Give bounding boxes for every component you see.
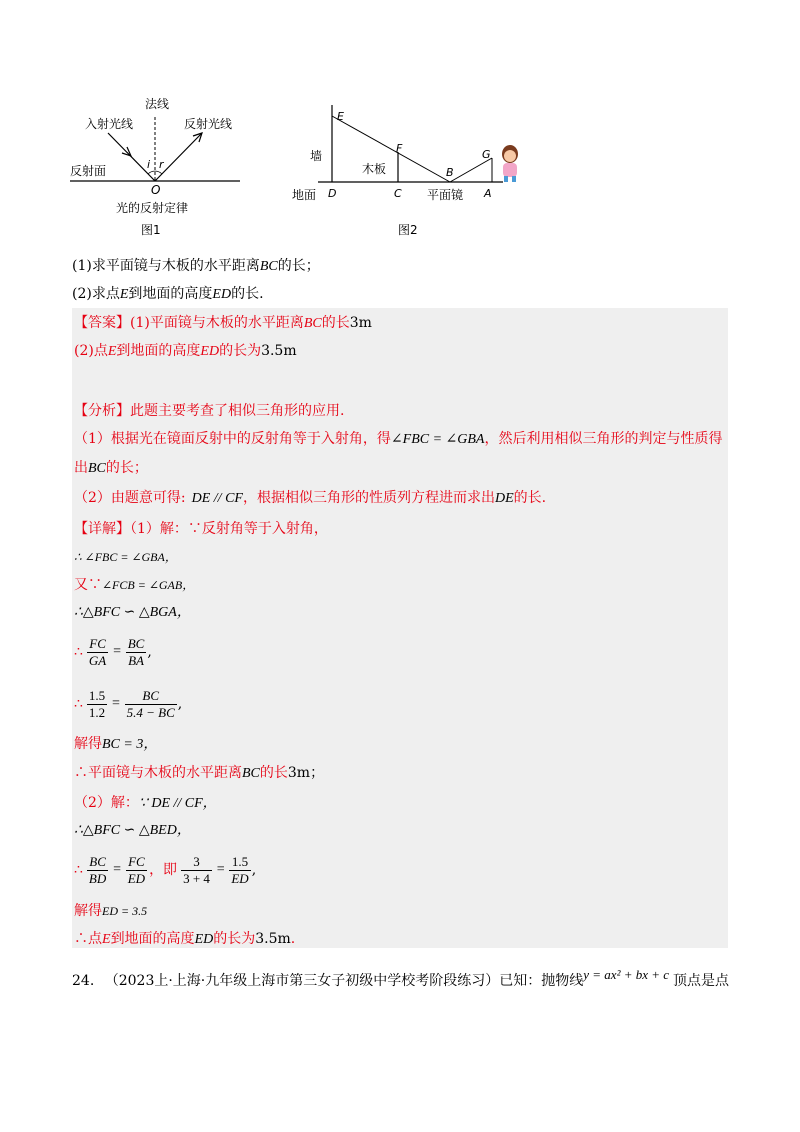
question-2-text: (2)求点 — [72, 286, 120, 302]
label-point-f: F — [396, 142, 403, 155]
detail-step-13-var-ed: ED — [194, 932, 214, 947]
fraction-numerator: BC — [127, 635, 145, 651]
fraction-denominator: 1.2 — [88, 704, 106, 720]
fraction-1-5-over-ed — [229, 855, 250, 886]
answer-line-1 — [74, 314, 372, 333]
analysis-1-cont-text: 出 — [74, 460, 88, 476]
answer-1-value: 3m — [349, 315, 372, 331]
question-number: 24. — [72, 973, 95, 989]
answer-1-text: (1)平面镜与木板的水平距离 — [130, 315, 304, 331]
fraction-denominator: 5.4 − BC — [126, 704, 175, 720]
label-mirror: 平面镜 — [427, 188, 464, 202]
equals-sign: = — [112, 862, 122, 877]
fraction-denominator: BA — [128, 652, 144, 668]
analysis-intro-text: 此题主要考查了相似三角形的应用. — [130, 403, 345, 419]
equals-sign: = — [215, 862, 226, 877]
fraction-numerator: FC — [126, 855, 147, 871]
question-2 — [72, 285, 264, 304]
answer-1-var: BC — [303, 316, 322, 331]
therefore-symbol: ∴ — [74, 862, 83, 878]
question-24-header — [72, 967, 730, 990]
detail-line-8 — [74, 764, 324, 783]
detail-step-8-var: BC — [242, 766, 260, 781]
analysis-1-equation: ∠FBC = ∠GBA — [390, 432, 485, 447]
analysis-point-2 — [74, 489, 546, 508]
question-1-text: (1)求平面镜与木板的水平距离 — [72, 258, 260, 274]
detail-tag: 【详解】 — [74, 521, 130, 537]
detail-step-13-var-e: E — [102, 932, 111, 947]
fraction-denominator: 3 + 4 — [183, 870, 210, 886]
label-ground: 地面 — [292, 188, 317, 202]
detail-step-11-mid: ，即 — [149, 862, 178, 878]
analysis-tag: 【分析】 — [74, 403, 130, 419]
figure-2-caption: 图2 — [398, 223, 418, 237]
detail-step-13-text: ∴点 — [74, 931, 102, 947]
label-point-b: B — [446, 166, 454, 179]
answer-2-mid: 到地面的高度 — [116, 343, 201, 359]
detail-line-13 — [74, 930, 295, 949]
detail-step-1: （1）解：∵反射角等于入射角， — [130, 521, 328, 537]
answer-2-mid2: 的长为 — [219, 343, 262, 359]
therefore-symbol: ∴ — [74, 644, 83, 660]
question-1-var: BC — [259, 259, 278, 274]
label-incident: 入射光线 — [85, 117, 134, 131]
fraction-numerator: 1.5 — [229, 855, 250, 871]
question-tail: 顶点是点 — [673, 973, 730, 989]
analysis-2-equation: DE // CF — [191, 491, 243, 506]
detail-line-7 — [74, 735, 157, 754]
label-point-d: D — [328, 187, 337, 200]
detail-line-11 — [74, 850, 256, 890]
analysis-intro — [74, 402, 344, 420]
detail-step-13-end: . — [290, 931, 296, 947]
analysis-point-1-cont — [74, 459, 148, 478]
fraction-denominator: ED — [127, 870, 146, 886]
answer-2-var-ed: ED — [200, 344, 220, 359]
fraction-denominator: ED — [231, 870, 249, 886]
figure-1-caption: 图1 — [141, 223, 161, 237]
detail-step-7-prefix: 解得 — [74, 736, 102, 752]
analysis-1-text: （1）根据光在镜面反射中的反射角等于入射角，得 — [74, 431, 391, 447]
label-law: 光的反射定律 — [116, 201, 189, 215]
analysis-2-text: （2）由题意可得: — [74, 490, 186, 506]
answer-2-var-e: E — [107, 344, 117, 359]
fraction-numerator: 1.5 — [88, 687, 106, 703]
fraction-fc-ga — [87, 637, 108, 668]
label-point-o: O — [151, 183, 161, 197]
fraction-bc-over-5-4-minus-bc — [125, 689, 177, 720]
parabola-formula: y = ax² + bx + c — [583, 967, 670, 982]
detail-step-3-prefix: 又∵ — [74, 577, 102, 593]
detail-line-5 — [74, 632, 152, 672]
detail-line-9 — [74, 794, 217, 813]
label-board: 木板 — [362, 162, 387, 176]
fraction-numerator: FC — [87, 637, 108, 653]
fraction-numerator: BC — [87, 855, 108, 871]
comma: , — [177, 696, 183, 712]
answer-2-text: (2)点 — [74, 343, 108, 359]
label-angle-r: r — [159, 158, 164, 171]
detail-step-13-mid2: 的长为 — [213, 931, 256, 947]
detail-line-6 — [74, 684, 182, 724]
label-wall: 墙 — [310, 149, 323, 163]
fraction-denominator: GA — [88, 652, 107, 668]
detail-step-8-value: 3m； — [287, 765, 325, 781]
question-1 — [72, 257, 320, 276]
detail-step-8-mid: 的长 — [259, 765, 288, 781]
label-angle-i: i — [147, 158, 151, 171]
detail-step-12-prefix: 解得 — [74, 903, 102, 919]
fraction-numerator: BC — [125, 689, 177, 705]
fraction-bc-bd — [87, 855, 108, 886]
comma: , — [147, 644, 152, 660]
figure-1-light-reflection — [70, 95, 250, 240]
detail-step-8-text: ∴平面镜与木板的水平距离 — [74, 765, 242, 781]
answer-2-value: 3.5m — [261, 343, 297, 359]
fraction-numerator: 3 — [181, 855, 212, 871]
detail-line-12 — [74, 902, 147, 920]
label-point-g: G — [482, 148, 491, 161]
figure-2-wall-board-mirror — [288, 100, 528, 240]
detail-step-9-prefix: （2）解： — [74, 795, 139, 811]
fraction-fc-ed — [126, 855, 147, 886]
analysis-2-mid: ，根据相似三角形的性质列方程进而求出 — [242, 490, 495, 506]
fraction-1-5-over-1-2 — [87, 689, 107, 720]
comma: , — [251, 862, 257, 878]
detail-line-10: ∴△BFC ∽ △BED， — [74, 823, 191, 838]
label-reflected: 反射光线 — [184, 117, 233, 131]
detail-step-7-equation: BC = 3， — [102, 737, 158, 752]
answer-tag: 【答案】 — [74, 315, 130, 331]
line-b-g — [450, 158, 492, 182]
detail-step-13-mid: 到地面的高度 — [110, 931, 195, 947]
analysis-2-var: DE — [494, 491, 514, 506]
answer-line-2 — [74, 342, 297, 361]
fraction-bc-ba — [126, 637, 147, 668]
line-e-b — [332, 116, 450, 182]
detail-line-4: ∴△BFC ∽ △BGA， — [74, 605, 191, 620]
girl-observer-icon — [502, 145, 518, 182]
label-point-e: E — [337, 110, 344, 123]
label-normal: 法线 — [145, 97, 170, 111]
detail-step-13-value: 3.5m — [255, 931, 291, 947]
analysis-2-tail: 的长. — [513, 490, 547, 506]
question-2-var-ed: ED — [212, 287, 232, 302]
question-1-tail: 的长； — [277, 258, 320, 274]
detail-step-3-equation: ∠FCB = ∠GAB， — [102, 578, 195, 592]
analysis-1-cont-tail: 的长； — [105, 460, 148, 476]
label-point-c: C — [394, 187, 402, 200]
question-2-var-e: E — [119, 287, 129, 302]
analysis-1-tail: ，然后利用相似三角形的判定与性质得 — [484, 431, 723, 447]
question-source: （2023上·上海·九年级上海市第三女子初级中学校考阶段练习）已知：抛物线 — [104, 973, 584, 989]
analysis-1-cont-var: BC — [88, 461, 106, 476]
question-2-tail: 的长. — [231, 286, 264, 302]
analysis-point-1 — [74, 430, 722, 449]
detail-line-1 — [74, 520, 328, 538]
answer-1-mid: 的长 — [321, 315, 350, 331]
detail-step-12-equation: ED = 3.5 — [102, 904, 148, 918]
detail-line-3 — [74, 576, 194, 594]
detail-step-9-equation: ∵ DE // CF， — [138, 796, 217, 811]
fraction-denominator: BD — [88, 870, 107, 886]
equals-sign: = — [111, 696, 121, 711]
fraction-3-over-3-plus-4 — [181, 855, 212, 886]
therefore-symbol: ∴ — [74, 696, 83, 712]
label-point-a: A — [484, 187, 492, 200]
equals-sign: = — [112, 644, 122, 659]
label-surface: 反射面 — [70, 164, 107, 178]
question-2-mid: 到地面的高度 — [128, 286, 213, 302]
detail-line-2: ∴ ∠FBC = ∠GBA， — [74, 550, 177, 564]
